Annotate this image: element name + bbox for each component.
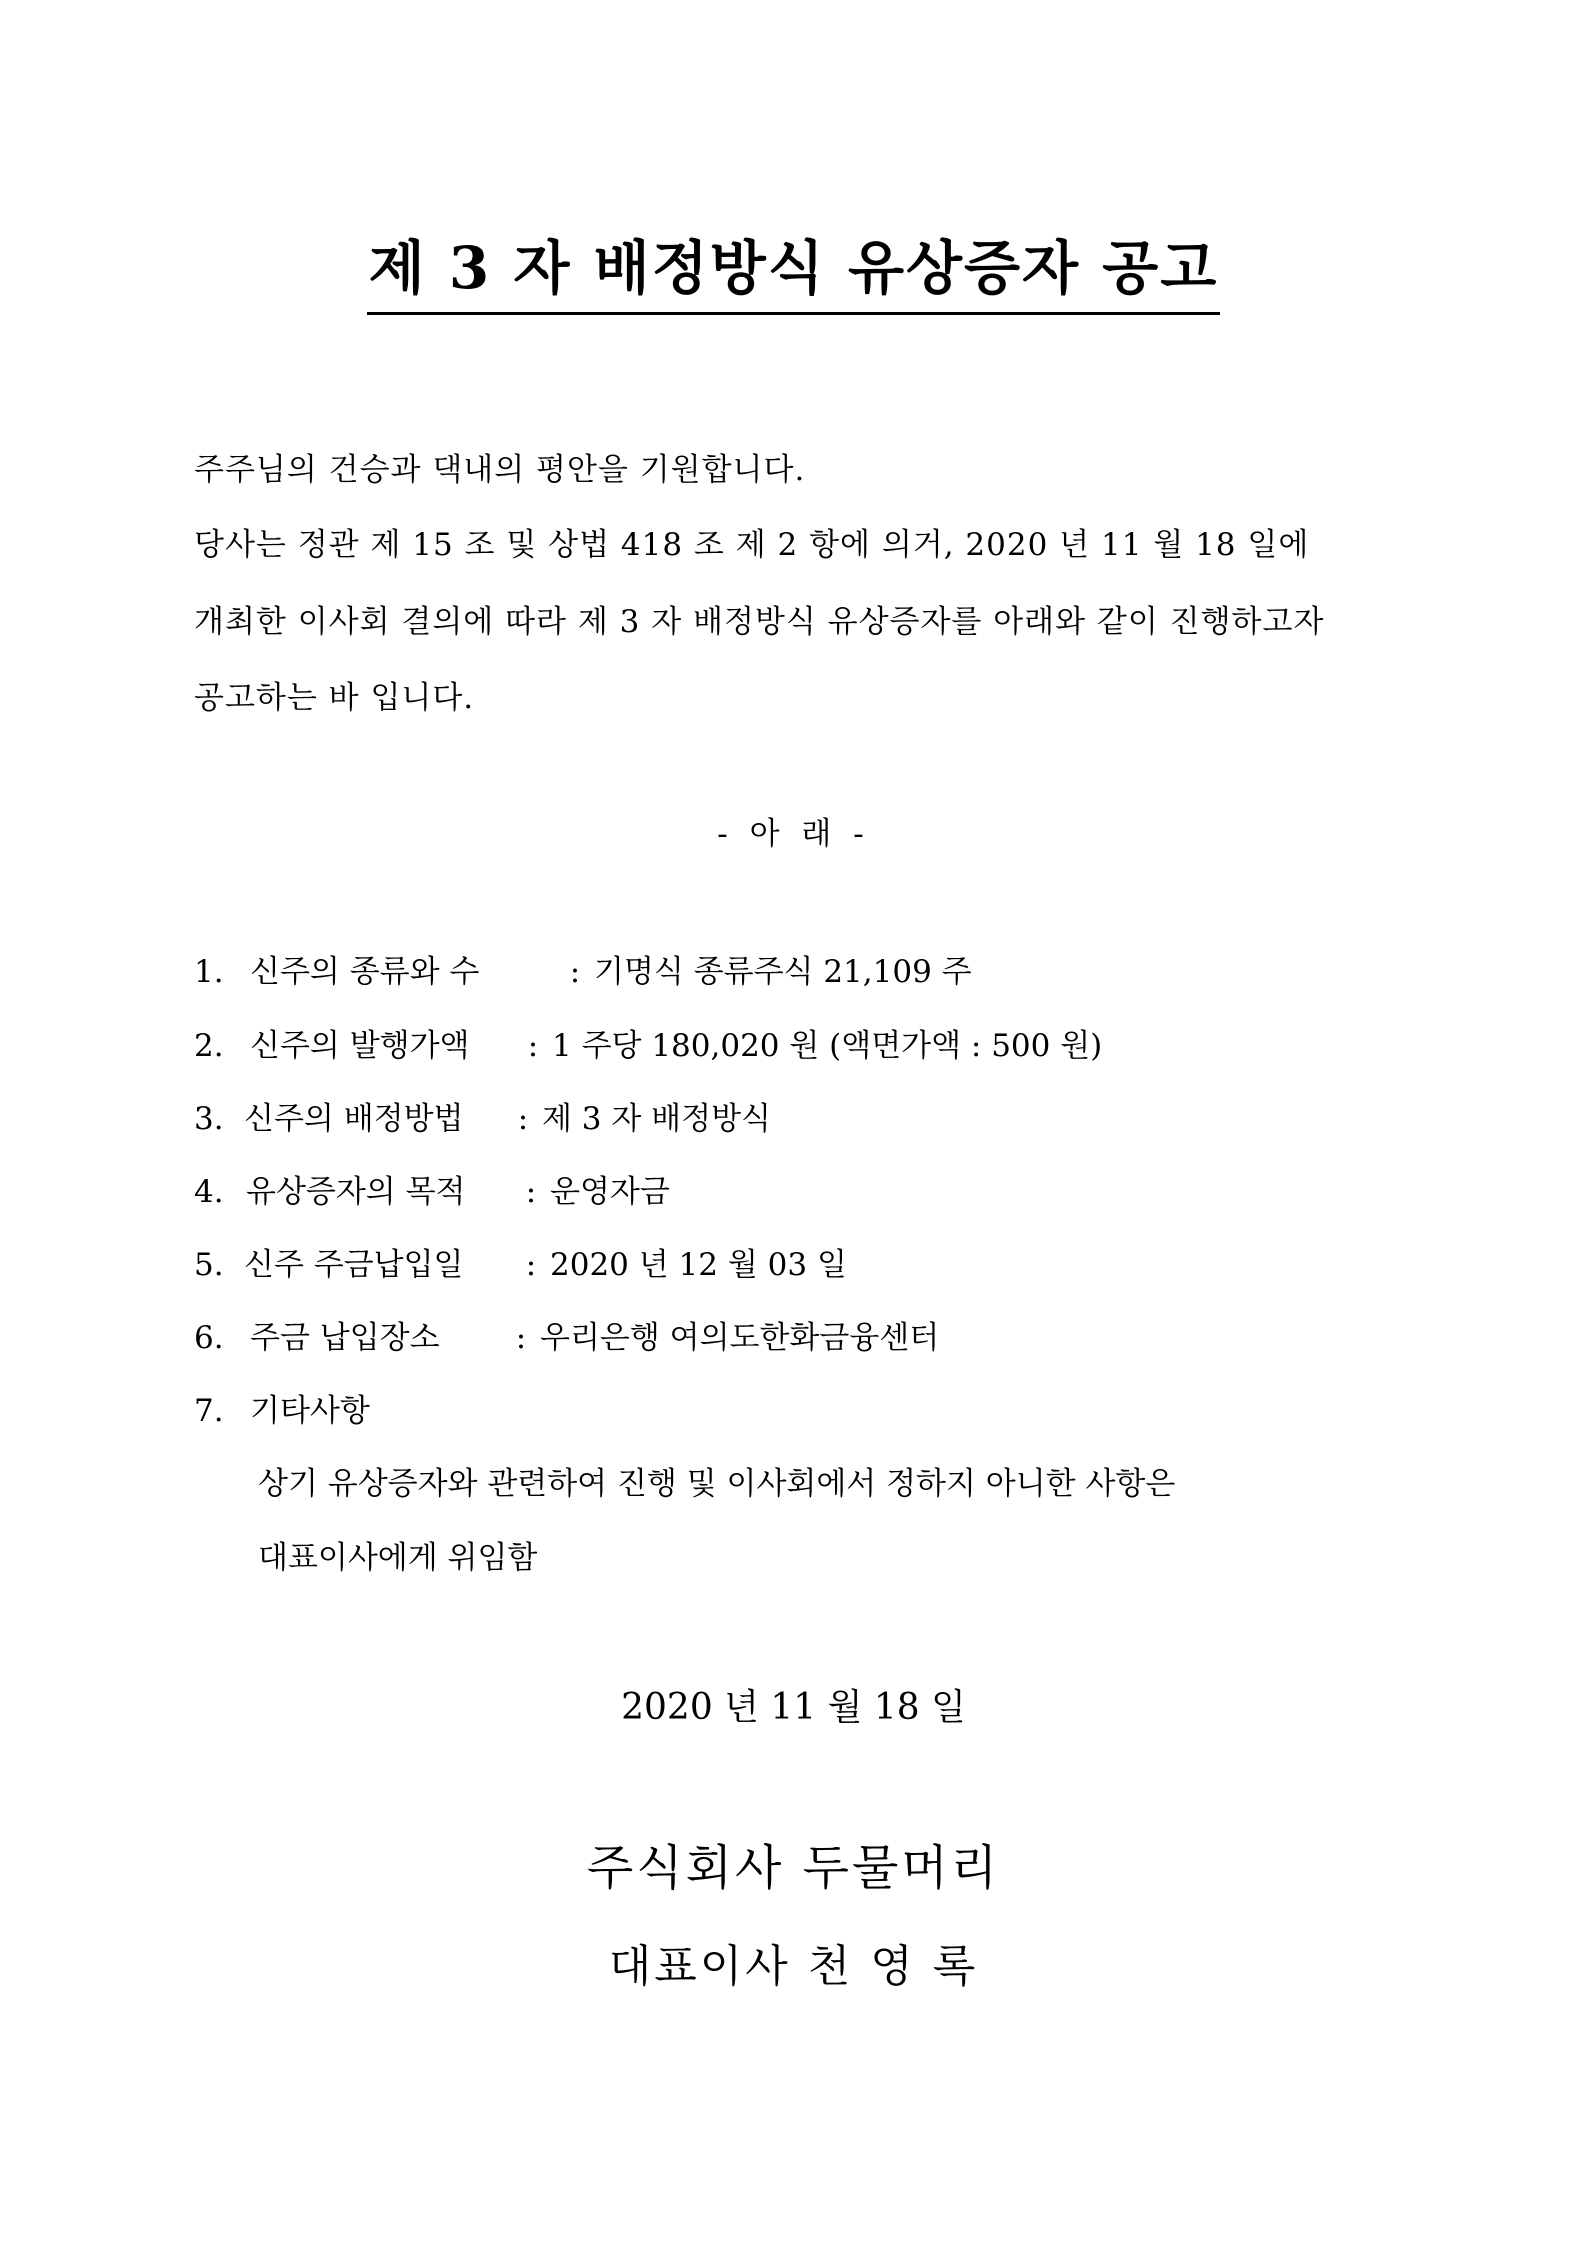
- item-number: 6.: [194, 1320, 224, 1356]
- item-number: 1.: [194, 954, 224, 990]
- item-colon: :: [569, 954, 581, 990]
- other-note-line-2: 대표이사에게 위임함: [258, 1540, 538, 1576]
- item-value: 우리은행 여의도한화금융센터: [540, 1320, 940, 1356]
- intro-line-2: 당사는 정관 제 15 조 및 상법 418 조 제 2 항에 의거, 2020 년 11 월 18 일에: [194, 527, 1310, 563]
- notice-title: [0, 228, 1587, 315]
- list-item: [194, 950, 972, 994]
- item-value: 1 주당 180,020 원 (액면가액 : 500 원): [552, 1028, 1103, 1064]
- item-label: 유상증자의 목적: [246, 1174, 466, 1210]
- item-colon: :: [517, 1101, 529, 1137]
- item-number: 3.: [194, 1101, 224, 1137]
- list-item: [194, 1097, 771, 1141]
- item-colon: :: [525, 1174, 537, 1210]
- company-name: 주식회사 두물머리: [586, 1840, 1001, 1896]
- item-label: 신주의 발행가액: [250, 1028, 470, 1064]
- item-colon: :: [525, 1247, 537, 1283]
- item-number: 7.: [194, 1393, 224, 1429]
- list-item: [194, 1316, 939, 1360]
- list-item: [194, 1024, 1102, 1068]
- ceo-name: 대표이사 천 영 록: [608, 1941, 979, 1992]
- item-label: 주금 납입장소: [250, 1320, 440, 1356]
- list-item: [194, 1243, 847, 1287]
- notice-title-text: 제 3 자 배정방식 유상증자 공고: [367, 228, 1221, 315]
- item-value: 운영자금: [550, 1174, 670, 1210]
- item-label: 신주의 배정방법: [244, 1101, 464, 1137]
- item-label: 신주 주금납입일: [244, 1247, 464, 1283]
- item-label: 기타사항: [250, 1393, 370, 1429]
- other-note-line-1: 상기 유상증자와 관련하여 진행 및 이사회에서 정하지 아니한 사항은: [258, 1466, 1176, 1502]
- notice-date: 2020 년 11 월 18 일: [621, 1687, 966, 1728]
- intro-line-3: 개최한 이사회 결의에 따라 제 3 자 배정방식 유상증자를 아래와 같이 진행하고자: [194, 604, 1325, 640]
- section-heading: - 아 래 -: [717, 816, 870, 852]
- intro-line-4: 공고하는 바 입니다.: [194, 680, 475, 716]
- item-value: 제 3 자 배정방식: [542, 1101, 771, 1137]
- intro-line-1: 주주님의 건승과 댁내의 평안을 기원합니다.: [194, 452, 806, 488]
- item-number: 5.: [194, 1247, 224, 1283]
- item-colon: :: [515, 1320, 527, 1356]
- item-number: 2.: [194, 1028, 224, 1064]
- item-colon: :: [527, 1028, 539, 1064]
- list-item: [194, 1170, 670, 1214]
- list-item: [194, 1389, 370, 1433]
- item-number: 4.: [194, 1174, 224, 1210]
- item-value: 2020 년 12 월 03 일: [550, 1247, 847, 1283]
- item-label: 신주의 종류와 수: [250, 954, 480, 990]
- item-value: 기명식 종류주식 21,109 주: [594, 954, 972, 990]
